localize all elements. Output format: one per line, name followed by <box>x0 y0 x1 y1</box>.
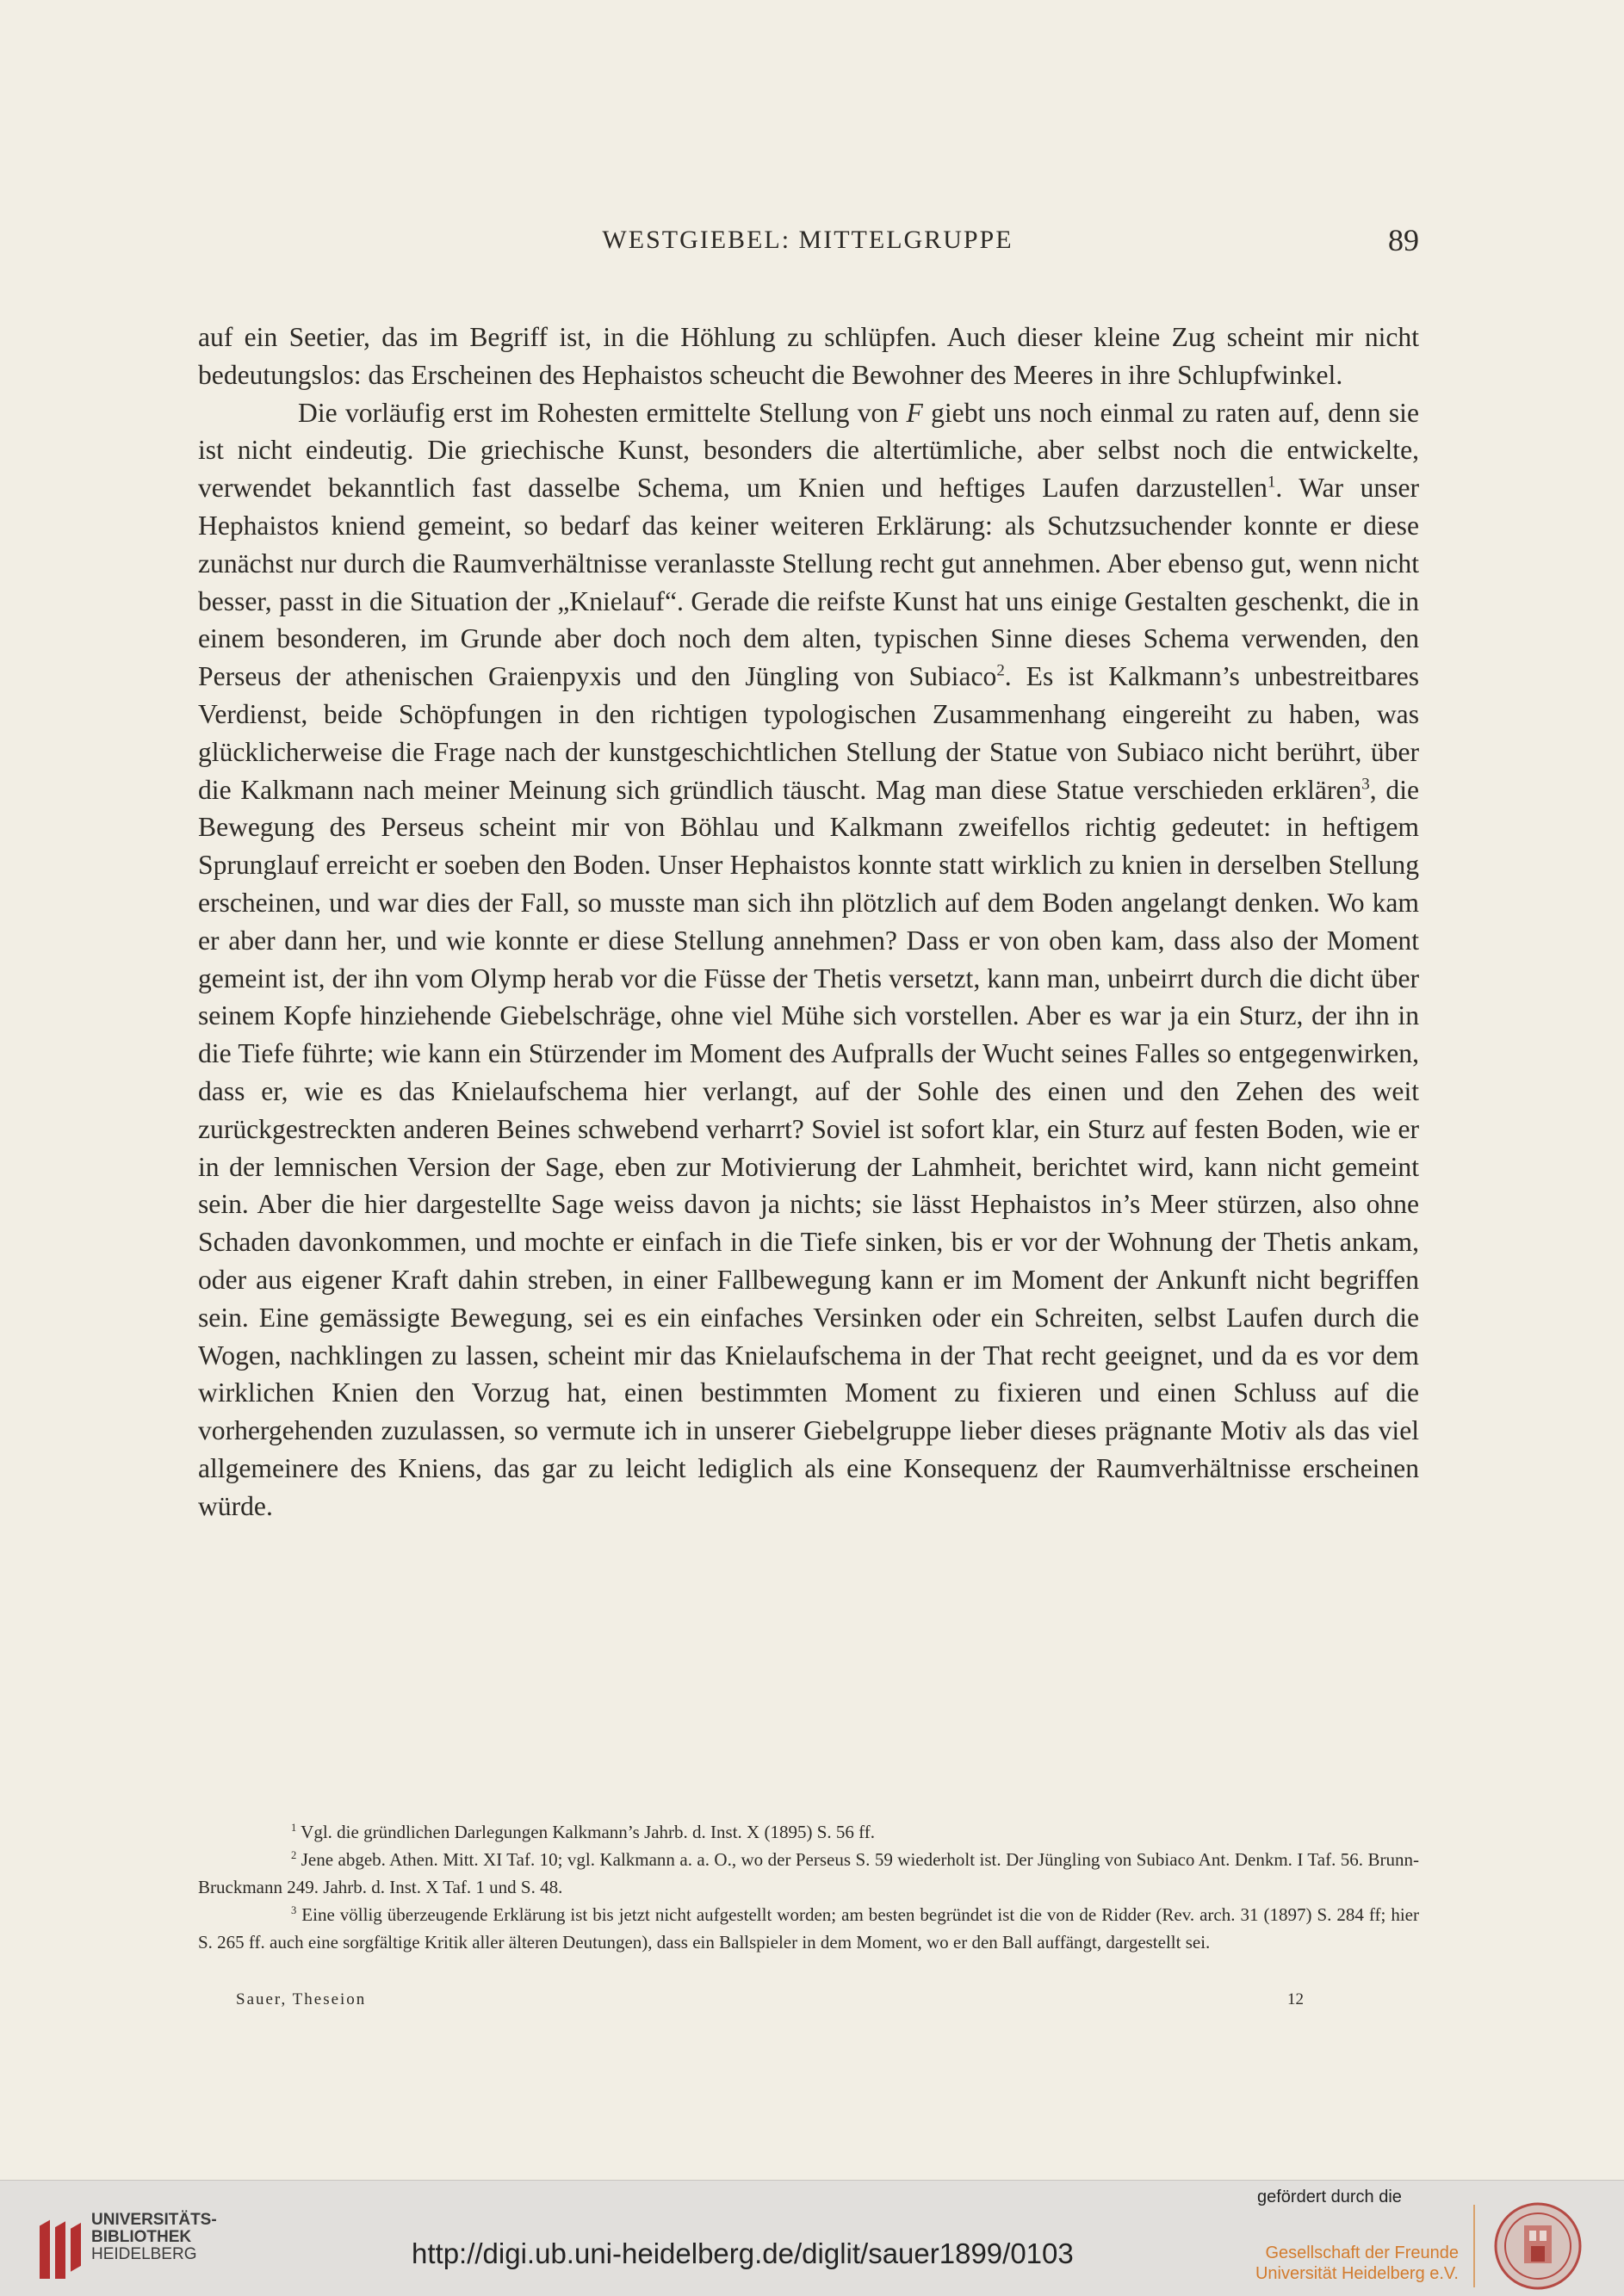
sponsor-label: gefördert durch die <box>1257 2188 1402 2206</box>
footer-divider <box>1473 2205 1475 2287</box>
library-name-line: BIBLIOTHEK <box>91 2228 192 2246</box>
paragraph-2 <box>198 394 1419 1526</box>
footnote-mark: 1 <box>291 1822 297 1834</box>
sponsor-name[interactable] <box>1209 2243 1459 2284</box>
footer-bar <box>0 2180 1624 2296</box>
text-run: . Es ist Kalkmann’s unbestreitbares Verdienst, beide Schöpfungen in den richtigen typologischen Zusammenhang eingereiht zu haben, was glücklicherweise die Frage nach der kunstgeschichtlichen Stellung der Statue von Subiaco nicht berührt, über die Kalkmann nach meiner Meinung sich gründlich täuscht. Mag man diese Statue verschieden erklären <box>198 661 1419 805</box>
signature-line <box>236 1990 1304 2016</box>
footnote-text: Eine völlig überzeugende Erklärung ist bis jetzt nicht aufgestellt worden; am besten begründet ist die von de Ridder (Rev. arch. 31 (1897) S. 284 ff; hier S. 265 ff. auch eine sorgfältige Kritik aller älteren Deutungen), dass ein Ballspieler in dem Moment, wo er den Ball auffängt, dargestellt sei. <box>198 1904 1419 1953</box>
footnote-text: Vgl. die gründlichen Darlegungen Kalkmann’s Jahrb. d. Inst. X (1895) S. 56 ff. <box>296 1822 875 1842</box>
footnote-text: Jene abgeb. Athen. Mitt. XI Taf. 10; vgl. Kalkmann a. a. O., wo der Perseus S. 59 wiederholt ist. Der Jüngling von Subiaco Ant. Denkm. I Taf. 56. Brunn-Bruckmann 249. Jahrb. d. Inst. X Taf. 1 und S. 48. <box>198 1849 1419 1897</box>
library-name[interactable] <box>91 2212 217 2263</box>
figure-letter: F <box>906 397 923 428</box>
library-name-line: UNIVERSITÄTS- <box>91 2211 217 2229</box>
text-run: , die Bewegung des Perseus scheint mir von Böhlau und Kalkmann zweifellos richtig gedeutet: in heftigem Sprunglauf erreicht er soeben den Boden. Unser Hephaistos konnte statt wirklich zu knien in derselben Stellung erscheinen, und war dies der Fall, so musste man sich ihn plötzlich auf dem Boden angelangt denken. Wo kam er aber dann her, und wie konnte er diese Stellung annehmen? Dass er von oben kam, dass also der Moment gemeint ist, der ihn vom Olymp herab vor die Füsse der Thetis versetzt, kann man, unbeirrt durch die dicht über seinem Kopfe hinziehende Giebelschräge, ohne viel Mühe sich vorstellen. Aber es war ja ein Sturz, der ihn in die Tiefe führte; wie kann ein Stürzender im Moment des Aufpralls der Wucht seines Falles so entgegenwirken, dass er, wie es das Knielaufschema hier verlangt, auf der Sohle des einen und den Zehen des weit zurückgestreckten anderen Beines schwebend verharrt? Soviel ist sofort klar, ein Sturz auf festen Boden, wie er in der lemnischen Version der Sage, eben zur Motivierung der Lahmheit, berichtet wird, kann nicht gemeint sein. Aber die hier dargestellte Sage weiss davon ja nichts; sie lässt Hephaistos in’s Meer stürzen, also ohne Schaden davonkommen, und mochte er einfach in die Tiefe sinken, bis er vor der Wohnung der Thetis ankam, oder aus eigener Kraft dahin streben, in einer Fallbewegung kann er im Moment der Ankunft nicht begriffen sein. Eine gemässigte Bewegung, sei es ein einfaches Versinken oder ein Schreiten, selbst Laufen durch die Wogen, nachklingen zu lassen, scheint mir das Knielaufschema in der That recht geeignet, und da es vor dem wirklichen Knien den Vorzug hat, einen bestimmten Moment zu fixieren und einen Schluss auf die vorhergehenden zuzulassen, so vermute ich in unserer Giebelgruppe lieber dieses prägnante Motiv als das viel allgemeinere des Kniens, das gar zu leicht lediglich als eine Konsequenz der Raumverhältnisse erscheinen würde. <box>198 774 1419 1521</box>
footnote-mark: 3 <box>291 1904 297 1916</box>
text-run: . War unser Hephaistos kniend gemeint, so bedarf das keiner weiteren Erklärung: als Schutzsuchender konnte er diese zunächst nur durch die Raumverhältnisse veranlasste Stellung recht gut annehmen. Aber ebenso gut, wenn nicht besser, passt in die Situation der „Knielauf“. Gerade die reifste Kunst hat uns einige Gestalten geschenkt, die in einem besonderen, im Grunde aber doch noch dem alten, typischen Sinne dieses Schema verwenden, den Perseus der athenischen Graienpyxis und den Jüngling von Subiaco <box>198 473 1420 692</box>
footnote-mark: 2 <box>291 1849 297 1861</box>
page-number: 89 <box>1388 223 1419 257</box>
text-run: giebt uns noch einmal zu raten auf, denn sie ist nicht eindeutig. Die griechische Kunst, besonders die altertümliche, aber selbst noch die entwickelte, verwendet bekanntlich fast dasselbe Schema, um Knien und heftiges Laufen darzustellen <box>198 397 1419 504</box>
university-seal-icon[interactable] <box>1493 2201 1583 2291</box>
page-header <box>196 222 1419 265</box>
library-logo-icon[interactable] <box>34 2198 90 2279</box>
signature-author: Sauer, Theseion <box>236 1990 367 2008</box>
footnote-1 <box>198 1818 1419 1846</box>
footnote-ref-2[interactable]: 2 <box>996 661 1005 680</box>
footnote-3 <box>198 1901 1419 1956</box>
running-head: WESTGIEBEL: MITTELGRUPPE <box>602 226 1013 254</box>
footnote-ref-1[interactable]: 1 <box>1267 473 1276 492</box>
footnote-ref-3[interactable]: 3 <box>1361 775 1370 794</box>
footnotes <box>198 1818 1419 1956</box>
sponsor-name-line: Universität Heidelberg e.V. <box>1255 2264 1459 2283</box>
signature-sheet: 12 <box>1287 1990 1304 2008</box>
paragraph-1: auf ein Seetier, das im Begriff ist, in die Höhlung zu schlüpfen. Auch dieser kleine Zug scheint mir nicht bedeutungslos: das Erscheinen des Hephaistos scheucht die Bewohner des Meeres in ihre Schlupfwinkel. <box>198 322 1419 390</box>
sponsor-name-line: Gesellschaft der Freunde <box>1265 2243 1459 2262</box>
library-name-line: HEIDELBERG <box>91 2245 197 2263</box>
main-text <box>198 319 1419 1526</box>
footnote-2 <box>198 1846 1419 1901</box>
permalink-url[interactable]: http://digi.ub.uni-heidelberg.de/diglit/sauer1899/0103 <box>412 2237 1074 2269</box>
text-run: Die vorläufig erst im Rohesten ermittelte Stellung von <box>298 397 907 428</box>
